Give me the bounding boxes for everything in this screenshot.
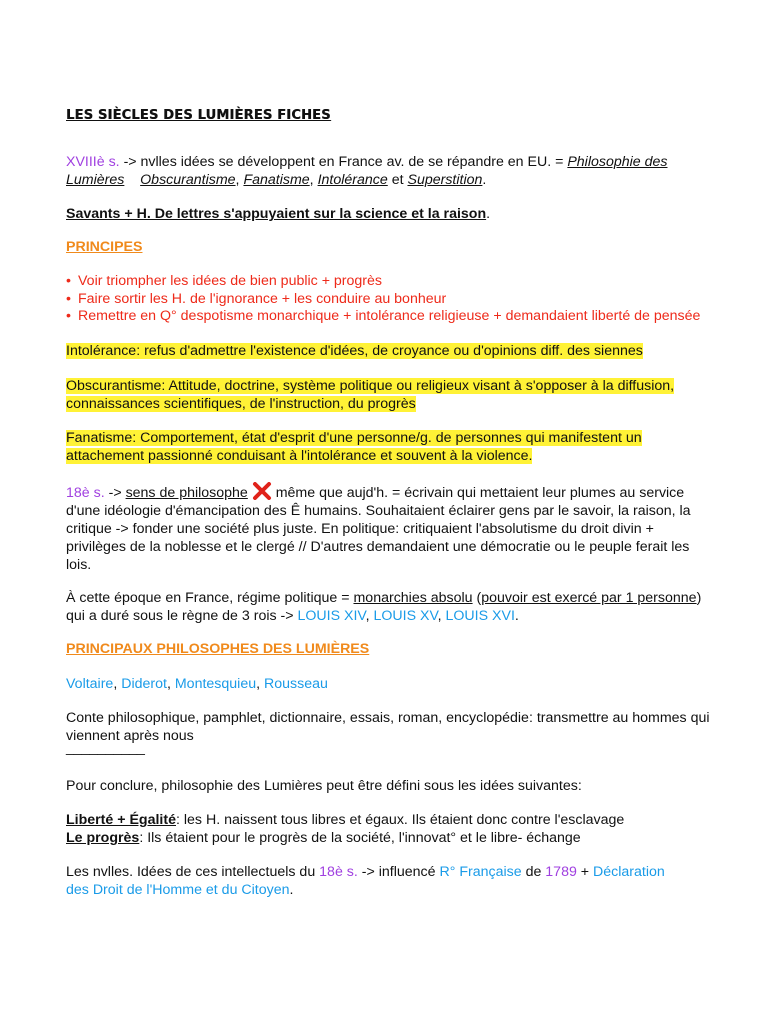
principes-item [66, 291, 700, 309]
definition-obscurantisme [66, 377, 674, 413]
final-paragraph [66, 863, 665, 899]
sens-line-4: privilèges de la noblesse et le clergé // D'autres demandaient une démocratie ou le peuple ferait les [66, 539, 690, 555]
principes-list-container [66, 273, 700, 326]
liberte-text: : les H. naissent tous libres et égaux. Ils étaient donc contre l'esclavage [176, 812, 625, 828]
final-year: 1789 [545, 864, 577, 880]
epoque-line-2 [66, 607, 701, 625]
philosophes-list: Voltaire, Diderot, Montesquieu, Rousseau [66, 676, 328, 692]
intro-text: -> nvlles idées se développent en France av. de se répandre en EU. = [119, 154, 568, 170]
separator-line: __________ [66, 740, 145, 756]
conte-paragraph [66, 709, 710, 757]
intro-superstition: Superstition [407, 172, 483, 188]
sens-line1-rest: même que aujd'h. = écrivain qui mettaient leur plumes au service [271, 485, 685, 501]
sens-line-2: d'une idéologie d'émancipation des Ê humains. Souhaitaient éclairer gens par le savoir, la raison, la [66, 503, 691, 519]
principes-item-text: Remettre en Q° despotisme monarchique + intolérance religieuse + demandaient liberté de pensée [78, 308, 701, 324]
epoque-monarchies: monarchies absolu [353, 590, 473, 606]
liberte-label: Liberté + Égalité [66, 812, 176, 828]
definition-fanatisme-line1: Fanatisme: Comportement, état d'esprit d'une personne/g. de personnes qui manifestent un [66, 430, 642, 446]
intro-philo-part2: Lumières [66, 172, 125, 188]
sens-century: 18è s. [66, 485, 105, 501]
savants-text: Savants + H. De lettres s'appuyaient sur la science et la raison [66, 206, 487, 222]
final-declaration-rest: des Droit de l'Homme et du Citoyen [66, 882, 290, 898]
principes-list [66, 273, 700, 326]
intro-et: et [387, 172, 408, 188]
principes-heading [66, 238, 142, 256]
final-dot: . [289, 882, 294, 898]
epoque-text-2: qui a duré sous le règne de 3 rois -> [66, 608, 298, 624]
louis-xiv: LOUIS XIV [297, 608, 366, 624]
bullet-icon: • [66, 273, 71, 289]
sens-arrow: -> [104, 485, 126, 501]
definition-fanatisme-line2: attachement passionné conduisant à l'intolérance et souvent à la violence. [66, 448, 533, 464]
philosophe-rousseau: Rousseau [264, 676, 328, 692]
liberte-line [66, 811, 624, 829]
sens-label: sens de philosophe [125, 485, 248, 501]
final-text: de [521, 864, 546, 880]
final-text: -> influencé [357, 864, 440, 880]
philosophes-heading-text: PRINCIPAUX PHILOSOPHES DES LUMIÈRES [66, 641, 370, 657]
intro-philo-part1: Philosophie des [567, 154, 668, 170]
bullet-icon: • [66, 308, 71, 324]
final-century: 18è s. [319, 864, 358, 880]
epoque-sep: , [365, 608, 374, 624]
louis-xvi: LOUIS XVI [445, 608, 515, 624]
epoque-paren: pouvoir est exercé par 1 personne [481, 590, 697, 606]
savants-paragraph [66, 205, 490, 223]
philosophe-voltaire: Voltaire [66, 676, 114, 692]
progres-line [66, 829, 624, 847]
sens-paragraph [66, 482, 691, 574]
intro-fanatisme: Fanatisme [243, 172, 310, 188]
intro-paragraph [66, 153, 668, 189]
epoque-text: À cette époque en France, régime politique = [66, 590, 354, 606]
intro-century: XVIIIè s. [66, 154, 120, 170]
intro-line-1 [66, 153, 668, 171]
epoque-line-1: À cette époque en France, régime politique = monarchies absolu (pouvoir est exercé par 1 personne) [66, 590, 702, 606]
sens-line-3: critique -> fonder une société plus juste. En politique: critiquaient l'absolutisme du droit divin + [66, 521, 654, 537]
principes-item-text: Voir triompher les idées de bien public + progrès [78, 273, 383, 289]
epoque-paragraph [66, 589, 701, 625]
progres-text: : Ils étaient pour le progrès de la société, l'innovat° et le libre- échange [139, 830, 581, 846]
philosophes-heading [66, 640, 369, 658]
definition-obscurantisme-line2: connaissances scientifiques, de l'instruction, du progrès [66, 396, 416, 412]
definition-obscurantisme-line1: Obscurantisme: Attitude, doctrine, système politique ou religieux visant à s'opposer à la diffusion, [66, 378, 675, 394]
final-line-1 [66, 863, 665, 881]
sens-line-5: lois. [66, 557, 92, 573]
intro-comma: , [309, 172, 318, 188]
intro-dot: . [482, 172, 487, 188]
principes-item [66, 273, 700, 291]
final-declaration: Déclaration [593, 864, 665, 880]
conclure-text: Pour conclure, philosophie des Lumières peut être défini sous les idées suivantes: [66, 778, 582, 794]
progres-label: Le progrès [66, 830, 140, 846]
conte-line-2: viennent après nous [66, 728, 194, 744]
principes-item [66, 308, 700, 326]
conclure-paragraph [66, 777, 582, 795]
philosophe-montesquieu: Montesquieu [174, 676, 257, 692]
intro-comma: , [235, 172, 244, 188]
ideas-paragraph [66, 811, 624, 847]
savants-dot: . [486, 206, 491, 222]
principes-item-text: Faire sortir les H. de l'ignorance + les conduire au bonheur [78, 290, 447, 307]
philosophe-diderot: Diderot [121, 676, 167, 692]
conte-line-1: Conte philosophique, pamphlet, dictionnaire, essais, roman, encyclopédie: transmettre au hommes qui [66, 710, 710, 726]
louis-xv: LOUIS XV [373, 608, 438, 624]
sens-line-1 [66, 482, 691, 502]
definition-intolerance-text: Intolérance: refus d'admettre l'existence d'idées, de croyance ou d'opinions diff. des siennes [66, 343, 643, 359]
principes-heading-text: PRINCIPES [66, 239, 143, 255]
bullet-icon: • [66, 290, 71, 307]
final-line-2 [66, 881, 665, 899]
intro-line-2 [66, 171, 668, 189]
definition-fanatisme [66, 429, 642, 465]
epoque-sep: , [437, 608, 446, 624]
intro-obscurantisme: Obscurantisme [140, 172, 236, 188]
epoque-dot: . [514, 608, 519, 624]
final-revolution: R° Française [439, 864, 522, 880]
intro-intolerance: Intolérance [317, 172, 388, 188]
final-text: + [576, 864, 594, 880]
cross-mark-icon [252, 482, 272, 500]
definition-intolerance [66, 342, 643, 360]
page-title: LES SIÈCLES DES LUMIÈRES FICHES [66, 108, 331, 123]
final-text: Les nvlles. Idées de ces intellectuels du [66, 864, 320, 880]
